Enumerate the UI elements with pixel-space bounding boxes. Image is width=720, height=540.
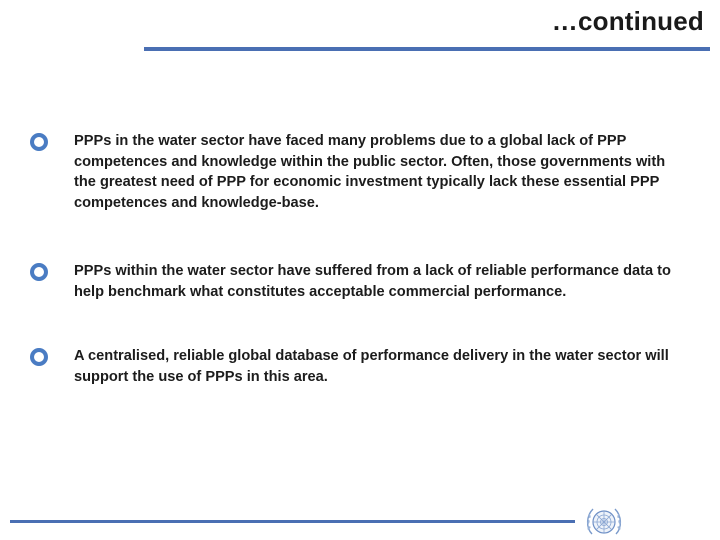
bullet-ring-icon xyxy=(30,263,48,281)
bullet-text: PPPs within the water sector have suffered from a lack of reliable performance data to help benchmark what constitutes acceptable commercial performance. xyxy=(74,263,671,300)
un-emblem-icon xyxy=(584,504,624,540)
bullet-ring-icon xyxy=(30,348,48,366)
footer-rule xyxy=(10,520,575,523)
bullet-text: A centralised, reliable global database of performance delivery in the water sector will support the use of PPPs in this area. xyxy=(74,348,669,385)
slide-title: …continued xyxy=(551,6,704,36)
bullet-ring-icon xyxy=(30,133,48,151)
bullet-text: PPPs in the water sector have faced many problems due to a global lack of PPP competences and knowledge within the public sector. Often, those governments with the greatest need of PPP for economic investment typically lack these essential PPP competences and knowledge-base. xyxy=(74,133,666,211)
